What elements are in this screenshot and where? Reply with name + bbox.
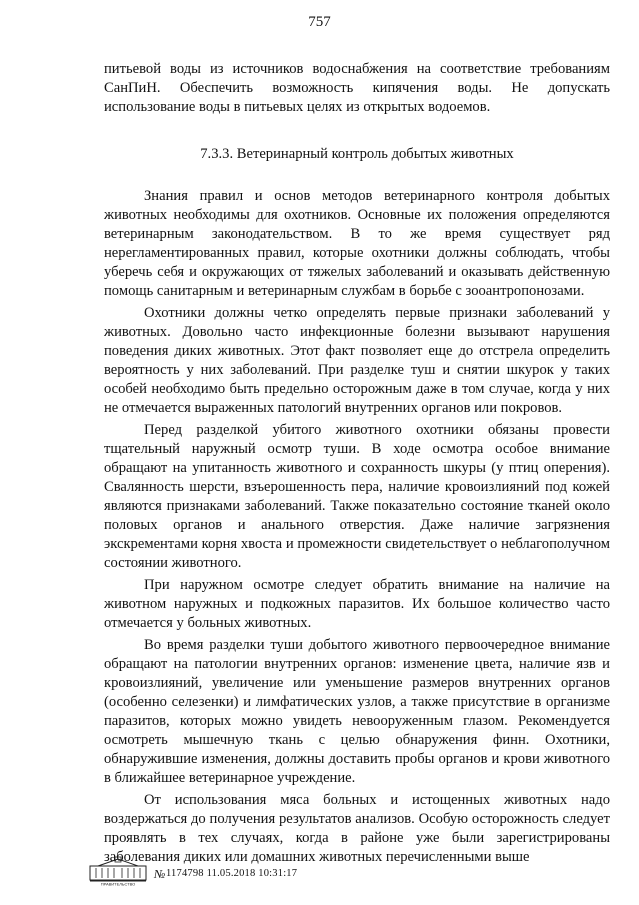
- document-footer: [88, 860, 608, 890]
- section-heading: 7.3.3. Ветеринарный контроль добытых животных: [200, 146, 514, 162]
- page-number: 757: [308, 14, 331, 30]
- document-stamp: 1174798 11.05.2018 10:31:17: [166, 868, 298, 879]
- body-paragraph-3: Перед разделкой убитого животного охотники обязаны провести тщательный наружный осмотр туши. В ходе осмотра особое внимание обращают на упитанность животного и сохранность шкуры (у птиц оперения). Свалянность шерсти, взъерошенность пера, наличие кровоизлияний под кожей являются признаками заболеваний. Также показательно состояние тканей около половых органов и анального отверстия. Даже наличие загрязнения экскрементами корня хвоста и промежности свидетельствует о неблагополучном состоянии животного.: [104, 422, 610, 571]
- body-paragraph-4: При наружном осмотре следует обратить внимание на наличие на животном наружных и подкожных паразитов. Их большое количество часто отмечается у больных животных.: [104, 577, 610, 631]
- body-paragraph-2: Охотники должны четко определять первые признаки заболеваний у животных. Довольно часто инфекционные болезни вызывают нарушения поведения диких животных. Этот факт позволяет еще до отстрела определить вероятность у них заболеваний. При разделке туш и снятии шкурок у таких особей необходимо быть предельно осторожным даже в том случае, когда у них не отмечается выраженных патологий внутренних органов или покровов.: [104, 305, 610, 416]
- government-emblem-icon: [88, 856, 148, 886]
- number-mark: №: [154, 867, 166, 881]
- body-paragraph-5: Во время разделки туши добытого животного первоочередное внимание обращают на патологии внутренних органов: изменение цвета, наличие язв и кровоизлияний, увеличение или уменьшение размеров внутренних органов (особенно селезенки) и лимфатических узлов, а также присутствие в организме паразитов, которых можно увидеть невооруженным глазом. Рекомендуется осмотреть мышечную ткань с целью обнаружения финн. Охотники, обнаружившие изменения, должны доставить пробы органов и крови животного в ближайшее ветеринарное учреждение.: [104, 637, 610, 786]
- emblem-text: ПРАВИТЕЛЬСТВО: [100, 881, 136, 886]
- body-paragraph-6: От использования мяса больных и истощенных животных надо воздержаться до получения результатов анализов. Особую осторожность следует проявлять в тех случаях, когда в районе уже были зарегистрированы заболевания диких или домашних животных перечисленными выше: [104, 792, 610, 865]
- body-paragraph-1: Знания правил и основ методов ветеринарного контроля добытых животных необходимы для охотников. Основные их положения определяются ветеринарным законодательством. В то же время существует ряд нерегламентированных правил, которые охотники должны соблюдать, чтобы уберечь себя и окружающих от тяжелых заболеваний и оказывать действенную помощь санитарным и ветеринарным службам в борьбе с зооантропонозами.: [104, 188, 610, 299]
- page-body: [104, 60, 610, 867]
- intro-paragraph: питьевой воды из источников водоснабжения на соответствие требованиям СанПиН. Обеспечить возможность кипячения воды. Не допускать использование воды в питьевых целях из открытых водоемов.: [104, 61, 610, 115]
